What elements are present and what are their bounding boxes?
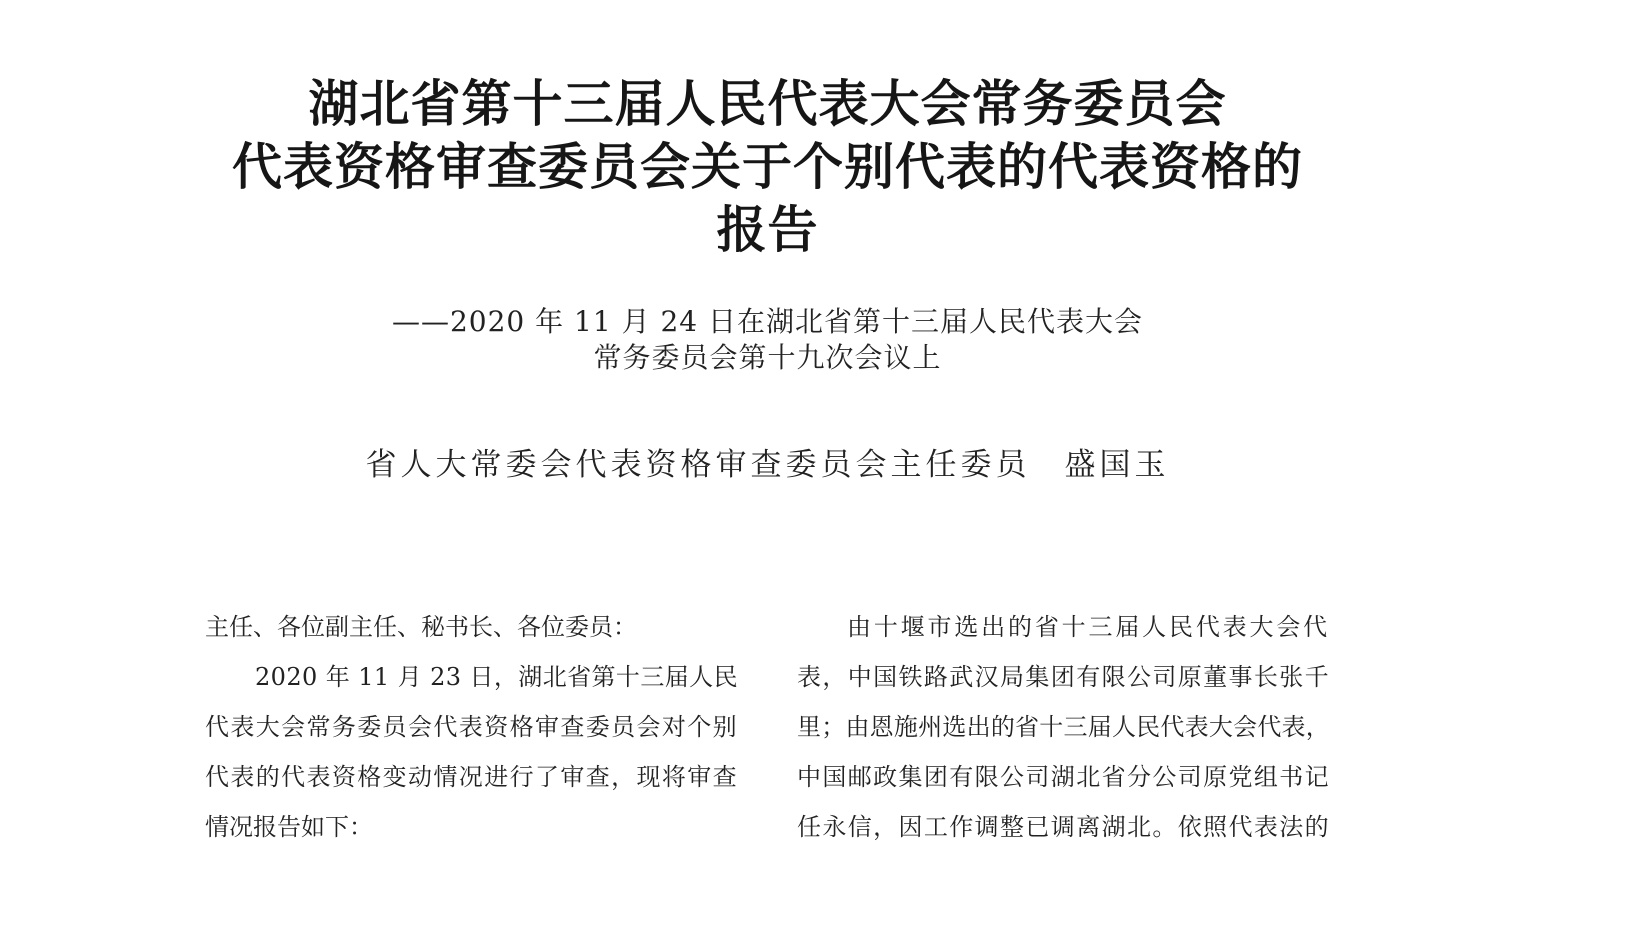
speaker-name: 盛国玉: [1064, 447, 1170, 483]
body-line-text: 代表大会常务委员会代表资格审查委员会对个别: [205, 713, 738, 741]
body-right-column: [797, 602, 1330, 852]
body-line-text: 代表的代表资格变动情况进行了审查，现将审查: [205, 763, 738, 791]
body-line-text: 中国邮政集团有限公司湖北省分公司原党组书记: [797, 763, 1330, 791]
document-page: [205, 0, 1330, 944]
body-line: [797, 702, 1330, 752]
body-line: [205, 702, 738, 752]
body-line: [797, 602, 1330, 652]
subtitle-line: ——2020 年 11 月 24 日在湖北省第十三届人民代表大会: [391, 305, 1144, 338]
body-line-text: 里；由恩施州选出的省十三届人民代表大会代表，: [797, 713, 1330, 741]
body-line: [205, 652, 738, 702]
body-line-text: 主任、各位副主任、秘书长、各位委员：: [205, 613, 637, 641]
body-line-text: 表，中国铁路武汉局集团有限公司原董事长张千: [797, 663, 1330, 691]
body-line: [797, 752, 1330, 802]
body-line: [797, 652, 1330, 702]
body-line-text: 2020 年 11 月 23 日，湖北省第十三届人民: [255, 663, 738, 691]
body-line-text: 由十堰市选出的省十三届人民代表大会代: [847, 613, 1330, 641]
title-line: 代表资格审查委员会关于个别代表的代表资格的: [232, 137, 1303, 196]
subtitle-line: 常务委员会第十九次会议上: [593, 341, 942, 374]
body-line: [205, 752, 738, 802]
body-line: [205, 802, 738, 852]
speaker-position: 省人大常委会代表资格审查委员会主任委员: [365, 447, 1031, 483]
title-line: 湖北省第十三届人民代表大会常务委员会: [308, 74, 1227, 133]
speaker-byline: [205, 444, 1330, 486]
body-line: [205, 602, 738, 652]
document-title: [205, 72, 1330, 261]
document-subtitle: [205, 304, 1330, 376]
body-line-text: 任永信，因工作调整已调离湖北。依照代表法的: [797, 813, 1330, 841]
title-line: 报告: [716, 200, 819, 259]
body-line-text: 情况报告如下：: [205, 813, 373, 841]
body-left-column: [205, 602, 738, 852]
body-line: [797, 802, 1330, 852]
